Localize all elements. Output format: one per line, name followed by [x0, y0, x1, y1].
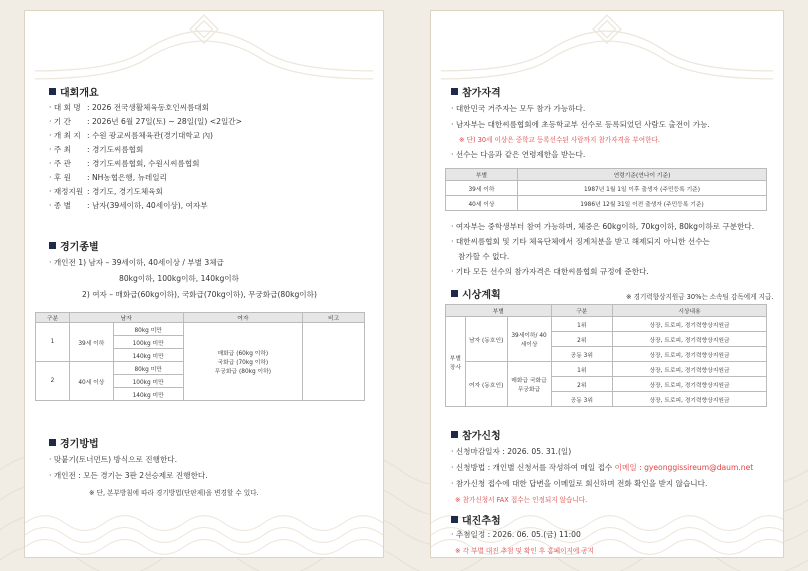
- events-header-cell: 여자: [183, 313, 303, 323]
- age-cell: 40세 이상: [446, 196, 518, 211]
- method-line: · 개인전 : 모든 경기는 3판 2선승제로 진행한다.: [49, 471, 208, 480]
- age-cell: 39세 이하: [446, 181, 518, 196]
- events-header-cell: 남자: [69, 313, 183, 323]
- age-header-cell: 연령기준(연나이 기준): [518, 169, 767, 181]
- section-square-icon: [451, 431, 458, 438]
- events-header-cell: 비고: [303, 313, 365, 323]
- awards-note: ※ 경기력향상지원금 30%는 소속팀 감독에게 지급.: [626, 293, 774, 301]
- events-row-age: 40세 이상: [69, 362, 113, 401]
- events-title: 경기종별: [60, 242, 99, 253]
- right-page: [430, 10, 784, 558]
- apply-email-link[interactable]: 이메일 : gyeonggissireum@daum.net: [614, 463, 754, 472]
- events-weight-cell: 80kg 미만: [113, 323, 183, 336]
- eligibility-title: 참가자격: [462, 88, 501, 99]
- awards-rank-cell: 1위: [551, 362, 613, 377]
- awards-prize-cell: 상장, 트로피, 경기력향상지원금: [613, 332, 767, 347]
- awards-table: [445, 304, 767, 407]
- overview-item: · 대 회 명 : 2026 전국생활체육동호인씨름대회: [49, 103, 210, 112]
- awards-rank-cell: 공동 3위: [551, 392, 613, 407]
- overview-item: · 기 간 : 2026년 6월 27일(토) ~ 28일(일) <2일간>: [49, 117, 242, 126]
- eligibility-line: · 여자부는 중학생부터 참여 가능하며, 체중은 60kg이하, 70kg이하, 80kg이하로 구분한다.: [451, 222, 755, 231]
- events-weight-cell: 140kg 미만: [113, 349, 183, 362]
- awards-prize-cell: 상장, 트로피, 경기력향상지원금: [613, 377, 767, 392]
- section-square-icon: [451, 516, 458, 523]
- awards-men-age-cell: 39세이하/ 40세이상: [507, 317, 551, 362]
- apply-note: ※ 참가신청서 FAX 접수는 인정되지 않습니다.: [455, 496, 588, 504]
- eligibility-line: · 대한민국 거주자는 모두 참가 가능하다.: [451, 104, 586, 113]
- eligibility-note: ※ 단) 30세 이상은 중학교 등록선수된 사람까지 참가자격을 부여한다.: [459, 136, 660, 144]
- overview-item: · 종 별 : 남자(39세이하, 40세이상), 여자부: [49, 201, 208, 210]
- events-men-weights: 80kg이하, 100kg이하, 140kg이하: [119, 274, 239, 283]
- age-header-cell: 부별: [446, 169, 518, 181]
- awards-rank-cell: 2위: [551, 332, 613, 347]
- awards-prize-cell: 상장, 트로피, 경기력향상지원금: [613, 392, 767, 407]
- awards-men-cell: 남자 (동호인): [465, 317, 507, 362]
- awards-header-cell: 구분: [551, 305, 613, 317]
- awards-title: 시상계획: [462, 290, 501, 301]
- awards-rank-cell: 2위: [551, 377, 613, 392]
- draw-note: ※ 각 부별 대진 추첨 및 확인 후 홈페이지에 공지: [455, 547, 595, 555]
- section-square-icon: [451, 88, 458, 95]
- apply-line: · 참가신청 접수에 대한 답변을 이메일로 회신하며 전화 확인을 받지 않습니다.: [451, 479, 708, 488]
- age-cell: 1987년 1월 1일 이후 출생자 (주민등록 기준): [518, 181, 767, 196]
- awards-women-class-cell: 매화급 국화급 무궁화급: [507, 362, 551, 407]
- method-line: · 맞붙기(토너먼트) 방식으로 진행한다.: [49, 455, 178, 464]
- events-row-no: 1: [36, 323, 70, 362]
- awards-prize-cell: 상장, 트로피, 경기력향상지원금: [613, 347, 767, 362]
- draw-heading: [451, 512, 501, 527]
- awards-rank-cell: 공동 3위: [551, 347, 613, 362]
- method-title: 경기방법: [60, 439, 99, 450]
- section-square-icon: [49, 242, 56, 249]
- events-weight-cell: 140kg 미만: [113, 388, 183, 401]
- events-men-line: · 개인전 1) 남자 – 39세이하, 40세이상 / 부별 3체급: [49, 258, 224, 267]
- apply-heading: [451, 427, 501, 442]
- eligibility-heading: [451, 84, 501, 99]
- awards-header-cell: 시상내용: [613, 305, 767, 317]
- events-weight-cell: 80kg 미만: [113, 362, 183, 375]
- eligibility-line: · 선수는 다음과 같은 연령제한을 받는다.: [451, 150, 586, 159]
- draw-title: 대진추첨: [462, 516, 501, 527]
- section-square-icon: [451, 290, 458, 297]
- overview-item: · 개 최 지 : 수원 광교씨름체육관(경기대학교 內): [49, 131, 214, 140]
- apply-method-line: · 신청방법 : 개인별 신청서를 작성하여 메일 접수 이메일 : gyeonggissireum@daum.net: [451, 463, 754, 472]
- awards-women-cell: 여자 (동호인): [465, 362, 507, 407]
- overview-item: · 주 관 : 경기도씨름협회, 수원시씨름협회: [49, 159, 200, 168]
- age-cell: 1986년 12월 31일 이전 출생자 (주민등록 기준): [518, 196, 767, 211]
- overview-heading: [49, 84, 99, 99]
- events-weight-cell: 100kg 미만: [113, 336, 183, 349]
- draw-line: · 추첨일정 : 2026. 06. 05.(금) 11:00: [451, 530, 581, 539]
- method-note: ※ 단, 본부방침에 따라 경기방법(단판제)을 변경할 수 있다.: [89, 489, 259, 497]
- method-heading: [49, 435, 99, 450]
- eligibility-line: · 대한씨름협회 및 기타 체육단체에서 징계처분을 받고 해제되지 아니한 선수는: [451, 237, 710, 246]
- overview-title: 대회개요: [60, 88, 99, 99]
- left-page: [24, 10, 384, 558]
- awards-prize-cell: 상장, 트로피, 경기력향상지원금: [613, 362, 767, 377]
- eligibility-line: 참가할 수 없다.: [458, 252, 510, 261]
- events-row-age: 39세 이하: [69, 323, 113, 362]
- events-note-cell: [303, 323, 365, 401]
- section-square-icon: [49, 88, 56, 95]
- awards-side-cell: 부별장사: [446, 317, 466, 407]
- overview-item: · 주 최 : 경기도씨름협회: [49, 145, 144, 154]
- events-women-line: 2) 여자 – 매화급(60kg이하), 국화급(70kg이하), 무궁화급(80kg이하): [82, 290, 317, 299]
- overview-item: · 재정지원 : 경기도, 경기도체육회: [49, 187, 163, 196]
- section-square-icon: [49, 439, 56, 446]
- events-heading: [49, 238, 99, 253]
- events-row-no: 2: [36, 362, 70, 401]
- eligibility-line: · 기타 모든 선수의 참가자격은 대한씨름협회 규정에 준한다.: [451, 267, 649, 276]
- apply-title: 참가신청: [462, 431, 501, 442]
- awards-header-cell: 부별: [446, 305, 552, 317]
- awards-heading: [451, 286, 501, 301]
- awards-rank-cell: 1위: [551, 317, 613, 332]
- events-table: [35, 312, 365, 401]
- overview-item: · 후 원 : NH농협은행, 뉴데일리: [49, 173, 167, 182]
- eligibility-line: · 남자부는 대한씨름협회에 초등학교부 선수로 등록되었던 사람도 출전이 가능.: [451, 120, 710, 129]
- apply-line: · 신청마감일자 : 2026. 05. 31.(일): [451, 447, 572, 456]
- events-weight-cell: 100kg 미만: [113, 375, 183, 388]
- events-header-cell: 구분: [36, 313, 70, 323]
- events-women-cell: 매화급 (60kg 이하) 국화급 (70kg 이하) 무궁화급 (80kg 이하): [183, 323, 303, 401]
- awards-prize-cell: 상장, 트로피, 경기력향상지원금: [613, 317, 767, 332]
- age-table: [445, 168, 767, 211]
